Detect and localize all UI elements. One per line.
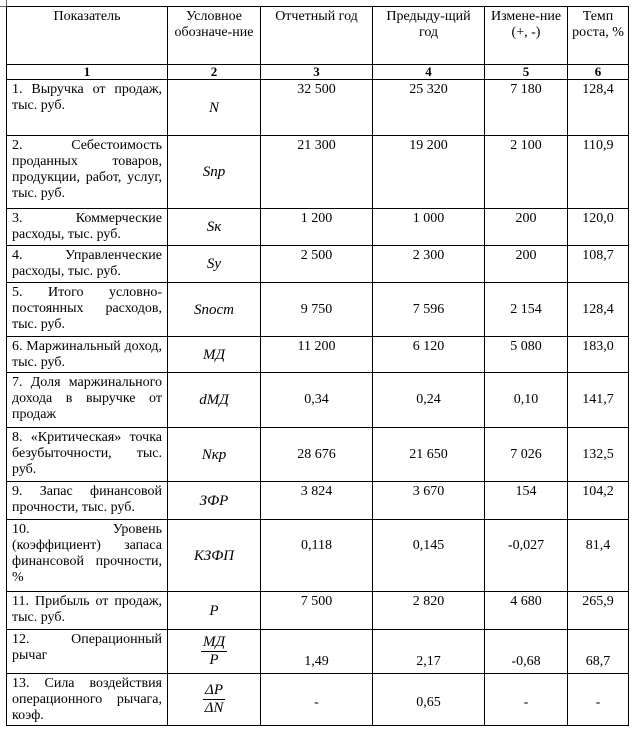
fraction-numerator: МД	[202, 634, 226, 650]
table-row	[7, 428, 629, 482]
table-row	[7, 80, 629, 136]
row-label: 1. Выручка от продаж, тыс. руб.	[7, 80, 168, 136]
row-growth-rate: 108,7	[568, 246, 629, 283]
row-symbol	[168, 630, 261, 674]
table-row	[7, 520, 629, 592]
row-previous-year: 19 200	[373, 136, 485, 209]
row-current-year: 0,118	[261, 520, 373, 592]
row-label: 3. Коммерческие расходы, тыс. руб.	[7, 209, 168, 246]
row-symbol: Sк	[168, 209, 261, 246]
row-previous-year: 3 670	[373, 482, 485, 520]
row-change: 7 180	[485, 80, 568, 136]
row-previous-year: 2 820	[373, 592, 485, 630]
row-change: -0,027	[485, 520, 568, 592]
row-current-year: 2 500	[261, 246, 373, 283]
row-previous-year: 6 120	[373, 337, 485, 373]
row-label: 9. Запас финансовой прочности, тыс. руб.	[7, 482, 168, 520]
row-growth-rate: 68,7	[568, 630, 629, 674]
row-growth-rate: 110,9	[568, 136, 629, 209]
row-symbol: Nкр	[168, 428, 261, 482]
row-change: 200	[485, 246, 568, 283]
table-row	[7, 630, 629, 674]
row-label: 10. Уровень (коэффициент) запаса финансовой прочности, %	[7, 520, 168, 592]
row-symbol: P	[168, 592, 261, 630]
row-growth-rate: 120,0	[568, 209, 629, 246]
row-current-year: 0,34	[261, 373, 373, 428]
row-symbol	[168, 674, 261, 726]
fraction-formula	[201, 634, 227, 669]
table-row	[7, 674, 629, 726]
row-label: 7. Доля маржинального дохода в выручке от продаж	[7, 373, 168, 428]
row-label: 13. Сила воздействия операционного рычага, коэф.	[7, 674, 168, 726]
header-previous-year: Предыду-щий год	[373, 7, 485, 65]
row-change: -	[485, 674, 568, 726]
row-growth-rate: 128,4	[568, 283, 629, 337]
row-symbol: N	[168, 80, 261, 136]
row-current-year: 11 200	[261, 337, 373, 373]
row-change: 5 080	[485, 337, 568, 373]
row-previous-year: 21 650	[373, 428, 485, 482]
header-change: Измене-ние (+, -)	[485, 7, 568, 65]
row-symbol: МД	[168, 337, 261, 373]
row-growth-rate: 128,4	[568, 80, 629, 136]
row-growth-rate: 132,5	[568, 428, 629, 482]
table-row	[7, 482, 629, 520]
row-current-year: 7 500	[261, 592, 373, 630]
row-previous-year: 0,24	[373, 373, 485, 428]
row-change: 2 100	[485, 136, 568, 209]
table-row	[7, 246, 629, 283]
row-growth-rate: 81,4	[568, 520, 629, 592]
header-row	[7, 7, 629, 65]
table-row	[7, 209, 629, 246]
row-change: 2 154	[485, 283, 568, 337]
row-current-year: 9 750	[261, 283, 373, 337]
row-current-year: -	[261, 674, 373, 726]
row-previous-year: 25 320	[373, 80, 485, 136]
row-symbol: Sпост	[168, 283, 261, 337]
row-current-year: 1 200	[261, 209, 373, 246]
row-growth-rate: 265,9	[568, 592, 629, 630]
row-current-year: 1,49	[261, 630, 373, 674]
row-symbol: Sпр	[168, 136, 261, 209]
table-row	[7, 373, 629, 428]
column-number: 1	[7, 65, 168, 80]
header-indicator: Показатель	[7, 7, 168, 65]
row-growth-rate: -	[568, 674, 629, 726]
row-previous-year: 0,65	[373, 674, 485, 726]
header-current-year: Отчетный год	[261, 7, 373, 65]
table-row	[7, 592, 629, 630]
fraction-formula	[203, 682, 226, 717]
row-label: 8. «Критическая» точка безубыточности, тыс. руб.	[7, 428, 168, 482]
row-change: 154	[485, 482, 568, 520]
header-growth-rate: Темп роста, %	[568, 7, 629, 65]
row-symbol: КЗФП	[168, 520, 261, 592]
column-number: 4	[373, 65, 485, 80]
row-growth-rate: 183,0	[568, 337, 629, 373]
row-previous-year: 1 000	[373, 209, 485, 246]
row-label: 5. Итого условно-постоянных расходов, тыс. руб.	[7, 283, 168, 337]
table-row	[7, 136, 629, 209]
row-previous-year: 7 596	[373, 283, 485, 337]
row-previous-year: 2,17	[373, 630, 485, 674]
row-symbol: Sу	[168, 246, 261, 283]
row-current-year: 28 676	[261, 428, 373, 482]
column-number: 2	[168, 65, 261, 80]
row-current-year: 3 824	[261, 482, 373, 520]
row-change: 7 026	[485, 428, 568, 482]
header-symbol: Условное обозначе-ние	[168, 7, 261, 65]
column-number-row	[7, 65, 629, 80]
row-current-year: 21 300	[261, 136, 373, 209]
row-label: 6. Маржинальный доход, тыс. руб.	[7, 337, 168, 373]
column-number: 3	[261, 65, 373, 80]
row-change: 4 680	[485, 592, 568, 630]
row-label: 11. Прибыль от продаж, тыс. руб.	[7, 592, 168, 630]
row-growth-rate: 141,7	[568, 373, 629, 428]
row-label: 4. Управленческие расходы, тыс. руб.	[7, 246, 168, 283]
row-label: 2. Себестоимость проданных товаров, продукции, работ, услуг, тыс. руб.	[7, 136, 168, 209]
row-previous-year: 2 300	[373, 246, 485, 283]
row-symbol: ЗФР	[168, 482, 261, 520]
indicator-table	[6, 6, 629, 726]
row-growth-rate: 104,2	[568, 482, 629, 520]
row-label: 12. Операционный рычаг	[7, 630, 168, 674]
row-change: 0,10	[485, 373, 568, 428]
fraction-denominator: P	[209, 652, 219, 668]
row-change: 200	[485, 209, 568, 246]
fraction-denominator: ΔN	[204, 700, 224, 716]
table-row	[7, 337, 629, 373]
row-previous-year: 0,145	[373, 520, 485, 592]
row-change: -0,68	[485, 630, 568, 674]
column-number: 6	[568, 65, 629, 80]
column-number: 5	[485, 65, 568, 80]
row-symbol: dМД	[168, 373, 261, 428]
table-row	[7, 283, 629, 337]
fraction-numerator: ΔP	[203, 682, 226, 700]
row-current-year: 32 500	[261, 80, 373, 136]
